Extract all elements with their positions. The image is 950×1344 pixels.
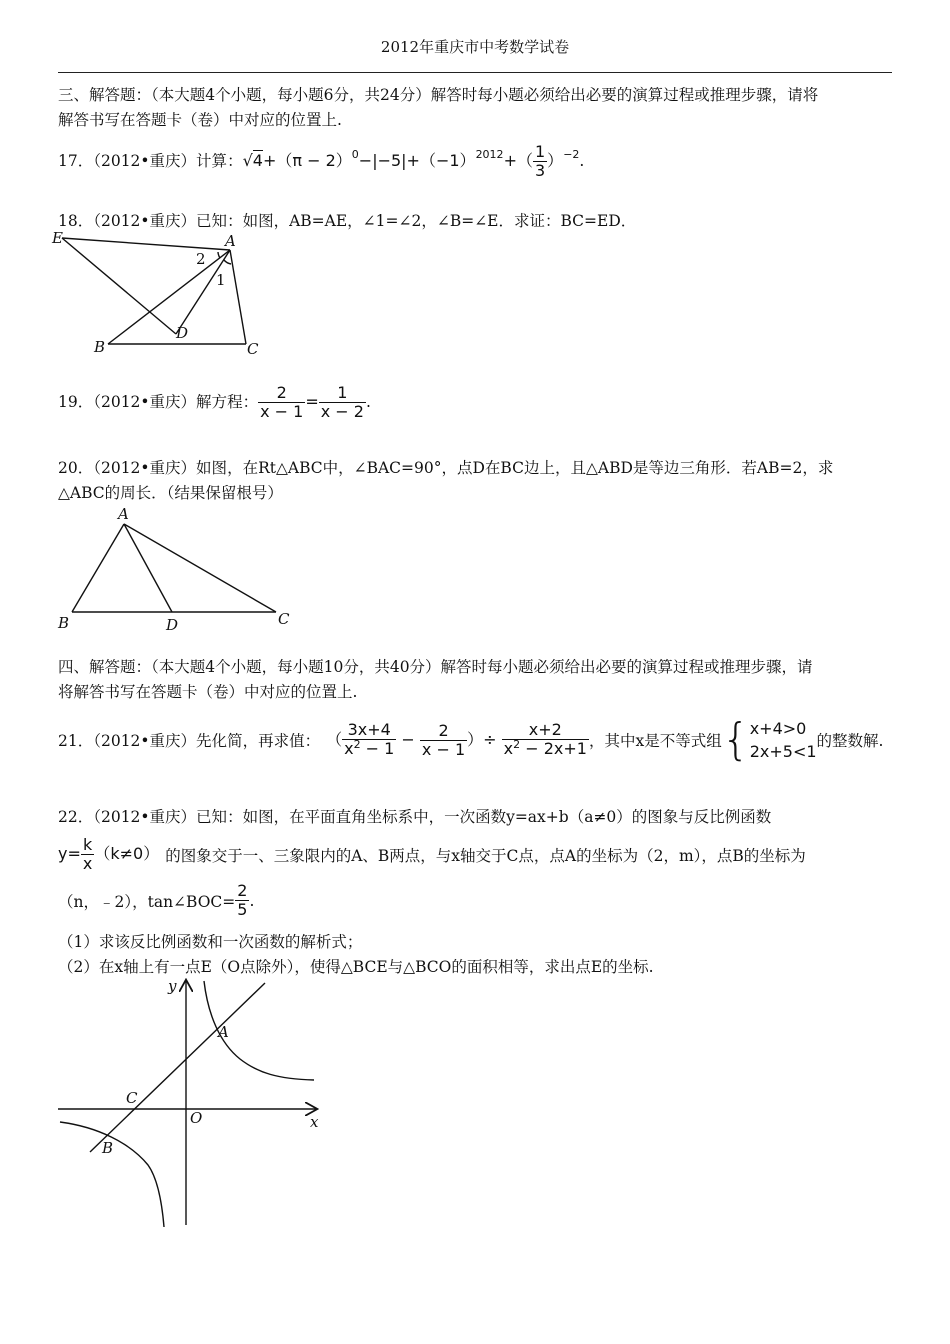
- q18-segment-EA: [62, 238, 230, 250]
- q20-label-A: A: [118, 505, 129, 523]
- q18-angle-arc-2: [218, 252, 220, 258]
- q22-line2-rest: 的图象交于一、三象限内的A、B两点，与x轴交于C点，点A的坐标为（2，m），点B的坐标为: [165, 846, 806, 865]
- header-rule: [58, 72, 892, 73]
- q20-label-D: D: [166, 616, 179, 634]
- question-19: [58, 384, 371, 421]
- q21-f1-num: 3x+4: [342, 721, 396, 740]
- q22-label-A: A: [218, 1023, 229, 1041]
- q22-function: [58, 836, 159, 873]
- q22-tan-den: 5: [237, 900, 248, 919]
- q21-expression: [326, 721, 589, 760]
- q17-term1: +（π − 2）: [262, 151, 352, 170]
- q21-f1-den-base: x: [344, 738, 354, 758]
- q21-prefix: 21．（2012•重庆）先化简，再求值：: [58, 732, 321, 750]
- q22-label-y: y: [168, 977, 177, 995]
- q17-expression: [242, 142, 580, 180]
- q21-fraction-3: [502, 721, 589, 760]
- q18-label-D: D: [176, 324, 189, 342]
- q19-f2-den: x − 2: [320, 402, 364, 421]
- q22-line1: 22．（2012•重庆）已知：如图，在平面直角坐标系中，一次函数y=ax+b（a≠0）的图象与反比例函数: [58, 808, 772, 826]
- section3-heading: [58, 83, 898, 133]
- q22-k-den: x: [82, 854, 93, 873]
- q19-equation: [258, 383, 366, 421]
- q21-fraction-1: [342, 721, 396, 760]
- q22-label-B: B: [102, 1139, 114, 1157]
- q22-label-C: C: [126, 1089, 138, 1107]
- q22-k-num: k: [81, 836, 94, 855]
- q22-part2: （2）在x轴上有一点E（O点除外），使得△BCE与△BCO的面积相等，求出点E的坐标.: [58, 958, 654, 976]
- q22-label-x: x: [310, 1113, 319, 1131]
- q22-line2: [58, 836, 806, 873]
- q18-segment-AB: [108, 250, 230, 344]
- q22-k-fraction: [81, 836, 94, 873]
- q21-f3-num: x+2: [502, 721, 589, 740]
- q17-frac-den: 3: [534, 161, 546, 180]
- q18-segment-AC: [230, 250, 246, 344]
- q21-f3-den: [502, 737, 589, 760]
- q20-segment-AC: [124, 524, 276, 612]
- q22-line3-end: .: [249, 891, 255, 910]
- q17-term2: −|−5|+（−1）: [358, 151, 476, 170]
- q21-brace: {: [721, 714, 750, 765]
- question-20: [58, 456, 898, 506]
- q18-label-2: 2: [196, 250, 206, 268]
- q19-end: .: [365, 393, 371, 411]
- q21-f1-den: [342, 737, 396, 760]
- q21-f3-den-rest: − 2x+1: [520, 738, 587, 758]
- q18-label-E: E: [52, 229, 63, 247]
- q21-f1-den-rest: − 1: [360, 738, 395, 758]
- q20-line2: △ABC的周长．（结果保留根号）: [58, 484, 283, 502]
- q22-tan-fraction: [235, 882, 249, 919]
- q21-lparen: （: [326, 729, 343, 749]
- q17-prefix: 17．（2012•重庆）计算：: [58, 152, 243, 170]
- q20-figure: [50, 502, 310, 637]
- question-18: 18．（2012•重庆）已知：如图，AB=AE，∠1=∠2，∠B=∠E．求证：BC=ED．: [58, 212, 637, 230]
- q18-label-B: B: [94, 338, 106, 356]
- section3-heading-line2: 解答书写在答题卡（卷）中对应的位置上.: [58, 111, 342, 129]
- q17-frac-num: 1: [534, 142, 546, 161]
- q21-f1-den-exp: 2: [353, 737, 361, 751]
- q22-line3-prefix: （n，﹣2），tan∠BOC=: [58, 892, 236, 911]
- q21-inequalities: [750, 717, 817, 763]
- q21-rparen: ）÷: [467, 729, 497, 749]
- q22-k-cond: （k≠0）: [94, 844, 160, 863]
- q20-segment-AB: [72, 524, 124, 612]
- q22-tan-num: 2: [237, 881, 248, 900]
- q21-fraction-2: [420, 722, 467, 759]
- q19-f2-num: 1: [319, 384, 366, 403]
- q22-line3: [58, 882, 254, 919]
- q20-line1: 20．（2012•重庆）如图，在Rt△ABC中，∠BAC=90°，点D在BC边上，且△ABD是等边三角形．若AB=2，求: [58, 459, 834, 477]
- question-17: [58, 143, 584, 180]
- q19-eq: =: [305, 392, 319, 411]
- q17-end: .: [579, 152, 585, 170]
- q18-label-1: 1: [216, 271, 226, 289]
- q18-figure: [50, 228, 280, 363]
- q17-exp0: 0: [351, 148, 359, 161]
- q19-prefix: 19．（2012•重庆）解方程：: [58, 393, 259, 411]
- q17-exp2012: 2012: [475, 148, 504, 161]
- q21-minus: −: [401, 729, 415, 749]
- q22-hyperbola-branch-3: [60, 1122, 164, 1227]
- page-header: 2012年重庆市中考数学试卷: [380, 38, 570, 56]
- q17-term3: +（: [503, 151, 533, 170]
- q18-segment-ED: [62, 238, 176, 334]
- q21-inequality-system: [721, 714, 817, 765]
- q17-expm2: −2: [563, 148, 580, 161]
- q20-label-C: C: [278, 610, 290, 628]
- q17-sqrt-value: 4: [252, 151, 263, 170]
- q22-linear-function-line: [90, 983, 265, 1152]
- q18-angle-arc-1: [224, 260, 231, 264]
- section4-heading-line1: 四、解答题：（本大题4个小题，每小题10分，共40分）解答时每小题必须给出必要的演算过程或推理步骤，请: [58, 658, 813, 676]
- q19-f1-den: x − 1: [260, 402, 304, 421]
- q19-fraction-2: [319, 384, 366, 421]
- section4-heading-line2: 将解答书写在答题卡（卷）中对应的位置上.: [58, 683, 358, 701]
- q21-suffix: 的整数解.: [816, 732, 884, 750]
- q22-figure: [50, 975, 340, 1230]
- sqrt-symbol: √: [242, 151, 253, 170]
- q21-f3-den-exp: 2: [513, 737, 521, 751]
- q18-label-A: A: [225, 232, 236, 250]
- q19-f1-num: 2: [258, 384, 305, 403]
- section3-heading-line1: 三、解答题：（本大题4个小题，每小题6分，共24分）解答时每小题必须给出必要的演算过程或推理步骤，请将: [58, 86, 819, 104]
- q21-f2-den: x − 1: [421, 739, 466, 759]
- q19-fraction-1: [258, 384, 305, 421]
- q21-ineq-1: x+4>0: [749, 719, 807, 738]
- q17-term4: ）: [547, 151, 564, 170]
- q18-label-C: C: [247, 340, 259, 358]
- q20-label-B: B: [58, 614, 70, 632]
- q22-part1: （1）求该反比例函数和一次函数的解析式；: [58, 933, 363, 951]
- q21-middle: ，其中x是不等式组: [588, 732, 722, 750]
- q17-fraction: [533, 143, 547, 180]
- q22-y-eq: y=: [58, 844, 81, 863]
- q22-label-O: O: [190, 1109, 203, 1127]
- section4-heading: [58, 655, 898, 705]
- q21-f3-den-base: x: [503, 738, 514, 758]
- question-21: [58, 714, 884, 765]
- q21-ineq-2: 2x+5<1: [749, 742, 817, 761]
- q21-f2-num: 2: [420, 722, 467, 741]
